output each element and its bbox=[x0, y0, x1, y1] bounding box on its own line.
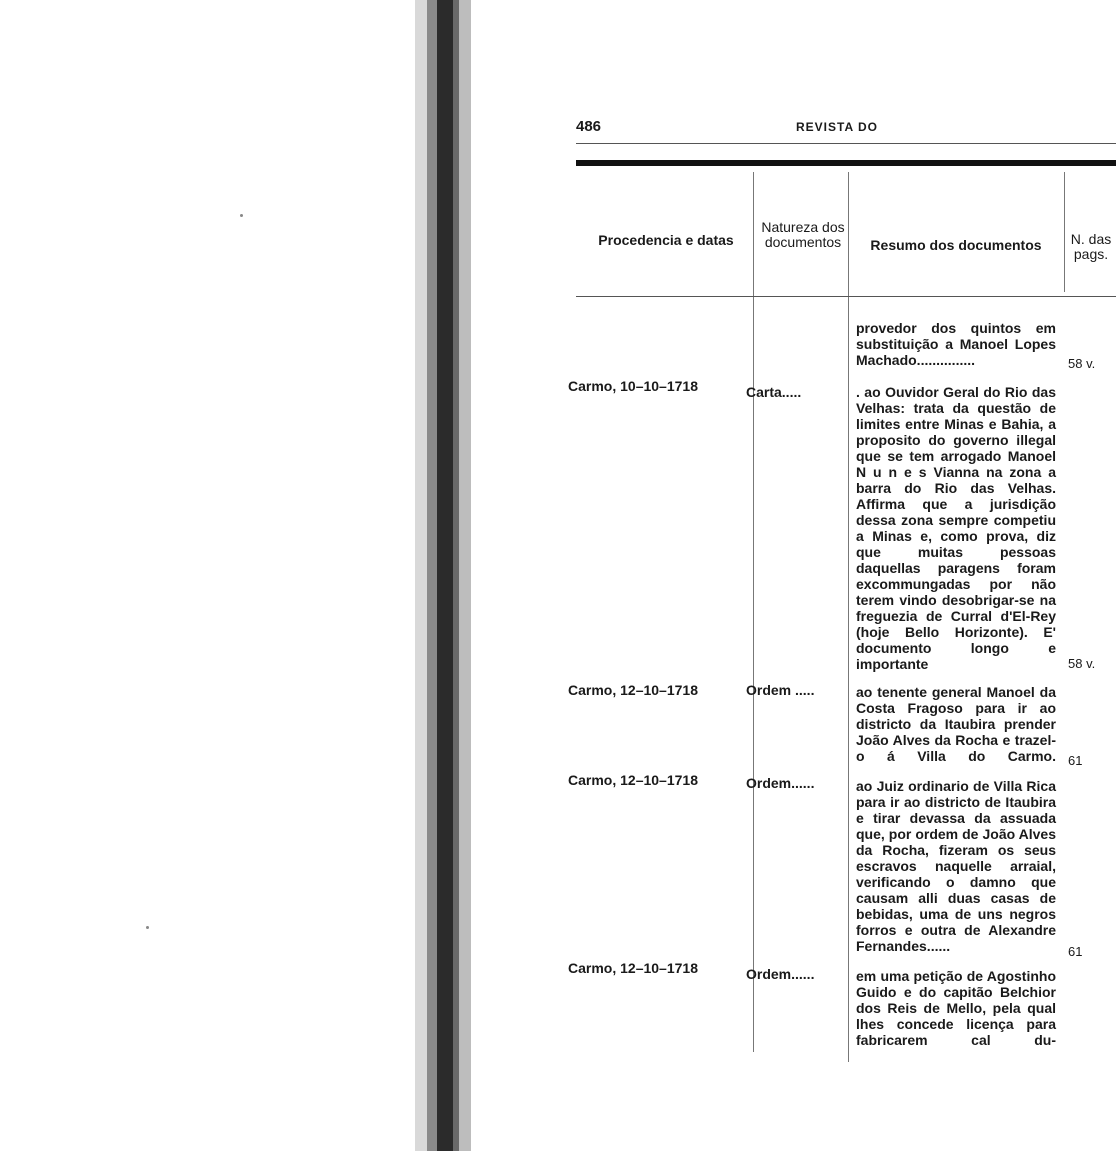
document-page bbox=[560, 108, 1116, 1068]
book-gutter-shadow bbox=[427, 0, 437, 1151]
scan-speck bbox=[146, 926, 149, 929]
header-rule bbox=[576, 143, 1116, 144]
row-summary: provedor dos quintos em substituição a Manoel Lopes Machado............... bbox=[856, 320, 1056, 368]
row-summary: ao tenente general Manoel da Costa Fragoso para ir ao districto da Itaubira prender João Alves da Rocha e trazel-o á Villa do Carmo. bbox=[856, 684, 1056, 764]
running-head: REVISTA DO bbox=[796, 120, 879, 134]
book-gutter-shadow bbox=[415, 0, 427, 1151]
row-date: Carmo, 12–10–1718 bbox=[568, 960, 698, 976]
row-pages: 58 v. bbox=[1068, 356, 1096, 371]
row-date: Carmo, 12–10–1718 bbox=[568, 772, 698, 788]
header-resumo: Resumo dos documentos bbox=[870, 237, 1042, 253]
header-natureza: Natureza dos documentos bbox=[761, 219, 845, 250]
row-date: Carmo, 10–10–1718 bbox=[568, 378, 698, 394]
book-gutter-shadow bbox=[437, 0, 453, 1151]
row-pages: 61 bbox=[1068, 753, 1083, 768]
row-summary: em uma petição de Agostinho Guido e do capitão Belchior dos Reis de Mello, pela qual lhes concede licença para fabricarem cal du- bbox=[856, 968, 1056, 1048]
column-divider bbox=[753, 172, 754, 1052]
column-divider bbox=[848, 172, 849, 1062]
row-nature: Ordem...... bbox=[746, 775, 815, 791]
scan-speck bbox=[240, 214, 243, 217]
table-top-rule bbox=[576, 160, 1116, 166]
header-bottom-rule bbox=[576, 296, 1116, 297]
row-summary: ao Juiz ordinario de Villa Rica para ir ao districto de Itaubira e tirar devassa da assuada que, por ordem de João Alves da Rocha, fizeram os seus escravos naquelle arraial, verificando o damno que causam alli duas casas de bebidas, uma de uns negros forros e outra de Alexandre Fernandes...... bbox=[856, 778, 1056, 954]
row-nature: Ordem ..... bbox=[746, 682, 815, 698]
book-gutter-shadow bbox=[459, 0, 471, 1151]
page-number: 486 bbox=[576, 118, 602, 135]
header-pages: N. das pags. bbox=[1070, 231, 1112, 262]
row-pages: 58 v. bbox=[1068, 656, 1096, 671]
row-nature: Ordem...... bbox=[746, 966, 815, 982]
row-summary: . ao Ouvidor Geral do Rio das Velhas: trata da questão de limites entre Minas e Bahia, a proposito do governo illegal que se tem arrogado Manoel N u n e s Vianna na zona a barra do Rio das Velhas. Affirma que a jurisdição dessa zona sempre competiu a Minas e, como prova, diz que muitas pessoas daquellas paragens foram excommungadas por não terem vindo desobrigar-se na freguezia de Curral d'El-Rey (hoje Bello Horizonte). E' documento longo e importante bbox=[856, 384, 1056, 672]
header-procedencia: Procedencia e datas bbox=[598, 232, 734, 248]
row-date: Carmo, 12–10–1718 bbox=[568, 682, 698, 698]
row-pages: 61 bbox=[1068, 944, 1083, 959]
row-nature: Carta..... bbox=[746, 384, 802, 400]
